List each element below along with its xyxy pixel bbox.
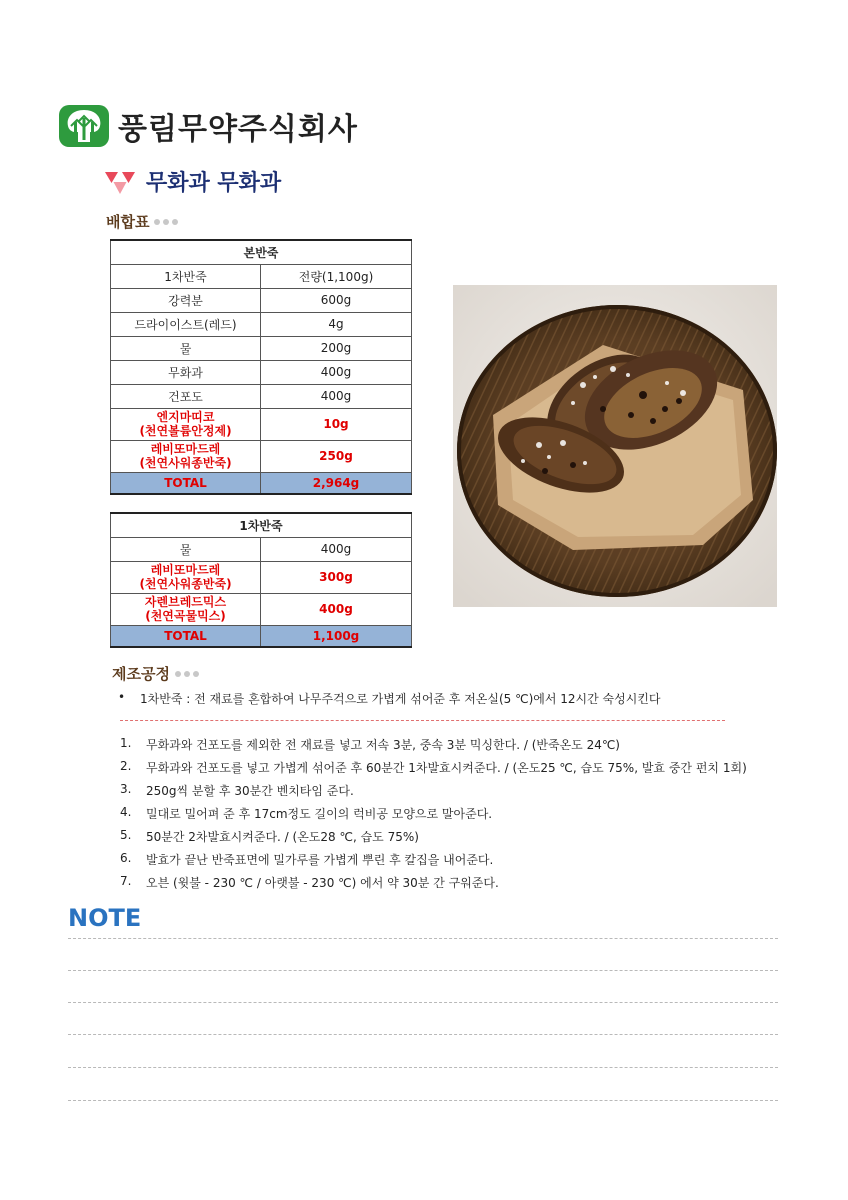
dots-icon [154, 219, 181, 225]
ingredient-amount: 600g [261, 288, 412, 312]
recipe-title-text: 무화과 무화과 [146, 171, 282, 196]
list-item: 5. 50분간 2차발효시켜준다. / (온도28 ℃, 습도 75%) [120, 828, 747, 851]
forest-tree-logo-icon [58, 104, 110, 148]
ingredient-name-line1: 레비또마드레 [150, 442, 221, 456]
total-amount: 1,100g [261, 625, 412, 647]
list-item: 2. 무화과와 건포도를 넣고 가볍게 섞어준 후 60분간 1차발효시켜준다. / (온도25 ℃, 습도 75%, 발효 중간 펀치 1회) [120, 759, 747, 782]
dots-icon [175, 671, 202, 677]
bread-photo [453, 285, 777, 607]
step-text: 밀대로 밀어펴 준 후 17cm정도 길이의 럭비공 모양으로 말아준다. [146, 807, 493, 821]
step-text: 50분간 2차발효시켜준다. / (온도28 ℃, 습도 75%) [146, 830, 419, 844]
ingredient-amount: 400g [261, 593, 412, 625]
recipe-title [104, 166, 281, 197]
list-item: 6. 발효가 끝난 반죽표면에 밀가루를 가볍게 뿌린 후 칼집을 내어준다. [120, 851, 747, 874]
table-row [111, 384, 412, 408]
section-process [112, 663, 202, 684]
ingredient-amount: 200g [261, 336, 412, 360]
bullet-icon: • [118, 690, 126, 704]
ingredient-name-line2: (천연곡물믹스) [145, 609, 226, 623]
table-row [111, 288, 412, 312]
first-dough-table [110, 512, 412, 648]
ingredient-name: 물 [111, 336, 261, 360]
table-header-row [111, 513, 412, 537]
ingredient-amount: 10g [261, 408, 412, 440]
ingredient-amount: 400g [261, 384, 412, 408]
main-table-header: 본반죽 [111, 240, 412, 264]
note-line [68, 970, 778, 971]
ingredient-name [111, 561, 261, 593]
table-header-row [111, 240, 412, 264]
table-row [111, 264, 412, 288]
company-name: 풍림무약주식회사 [118, 112, 358, 147]
step-text: 250g씩 분할 후 30분간 벤치타임 준다. [146, 784, 354, 798]
process-steps [120, 736, 747, 897]
divider [120, 720, 725, 721]
table-row [111, 537, 412, 561]
section-formula [106, 211, 181, 232]
section-process-title: 제조공정 [112, 665, 170, 683]
step-text: 무화과와 건포도를 넣고 가볍게 섞어준 후 60분간 1차발효시켜준다. / (온도25 ℃, 습도 75%, 발효 중간 펀치 1회) [146, 761, 747, 775]
main-dough-table [110, 239, 412, 495]
total-amount: 2,964g [261, 472, 412, 494]
company-logo [58, 104, 358, 148]
ingredient-amount: 4g [261, 312, 412, 336]
first-dough-instruction [118, 690, 661, 707]
step-text: 발효가 끝난 반죽표면에 밀가루를 가볍게 뿌린 후 칼집을 내어준다. [146, 853, 494, 867]
table-row [111, 360, 412, 384]
list-item: 4. 밀대로 밀어펴 준 후 17cm정도 길이의 럭비공 모양으로 말아준다. [120, 805, 747, 828]
ingredient-name: 물 [111, 537, 261, 561]
ingredient-name [111, 408, 261, 440]
ingredient-name-line1: 레비또마드레 [150, 563, 221, 577]
note-line [68, 1067, 778, 1068]
ingredient-name: 무화과 [111, 360, 261, 384]
ingredient-amount: 300g [261, 561, 412, 593]
note-line [68, 1100, 778, 1101]
total-label: TOTAL [111, 472, 261, 494]
table-total-row [111, 472, 412, 494]
note-line [68, 938, 778, 939]
total-label: TOTAL [111, 625, 261, 647]
ingredient-amount: 전량(1,100g) [261, 264, 412, 288]
ingredient-name: 1차반죽 [111, 264, 261, 288]
ingredient-name-line2: (천연사워종반죽) [139, 577, 232, 591]
first-dough-instruction-text: 1차반죽 : 전 재료를 혼합하여 나무주걱으로 가볍게 섞어준 후 저온실(5 ℃)에서 12시간 숙성시킨다 [140, 692, 661, 706]
list-item: 7. 오븐 (윗불 - 230 ℃ / 아랫불 - 230 ℃) 에서 약 30분 간 구워준다. [120, 874, 747, 897]
table-row-highlight [111, 408, 412, 440]
note-line [68, 1034, 778, 1035]
ingredient-name: 건포도 [111, 384, 261, 408]
bread-basket-illustration [453, 285, 777, 607]
ingredient-name-line2: (천연사워종반죽) [139, 456, 232, 470]
first-table-header: 1차반죽 [111, 513, 412, 537]
ingredient-amount: 400g [261, 360, 412, 384]
ingredient-amount: 400g [261, 537, 412, 561]
ingredient-name: 드라이이스트(레드) [111, 312, 261, 336]
ingredient-name-line2: (천연볼륨안정제) [139, 424, 232, 438]
list-item: 3. 250g씩 분할 후 30분간 벤치타임 준다. [120, 782, 747, 805]
step-text: 무화과와 건포도를 제외한 전 재료를 넣고 저속 3분, 중속 3분 믹싱한다. / (반죽온도 24℃) [146, 738, 620, 752]
ingredient-name-line1: 자렌브레드믹스 [144, 595, 227, 609]
table-row [111, 336, 412, 360]
ingredient-name-line1: 엔지마띠코 [156, 410, 215, 424]
section-formula-title: 배합표 [106, 213, 150, 231]
note-line [68, 1002, 778, 1003]
table-row-highlight [111, 440, 412, 472]
table-row [111, 312, 412, 336]
step-text: 오븐 (윗불 - 230 ℃ / 아랫불 - 230 ℃) 에서 약 30분 간 구워준다. [146, 876, 499, 890]
triangle-cluster-icon [104, 168, 136, 196]
table-row-highlight [111, 561, 412, 593]
ingredient-name [111, 440, 261, 472]
table-total-row [111, 625, 412, 647]
ingredient-amount: 250g [261, 440, 412, 472]
ingredient-name [111, 593, 261, 625]
ingredient-name: 강력분 [111, 288, 261, 312]
list-item: 1. 무화과와 건포도를 제외한 전 재료를 넣고 저속 3분, 중속 3분 믹싱한다. / (반죽온도 24℃) [120, 736, 747, 759]
table-row-highlight [111, 593, 412, 625]
note-heading: NOTE [68, 904, 142, 932]
